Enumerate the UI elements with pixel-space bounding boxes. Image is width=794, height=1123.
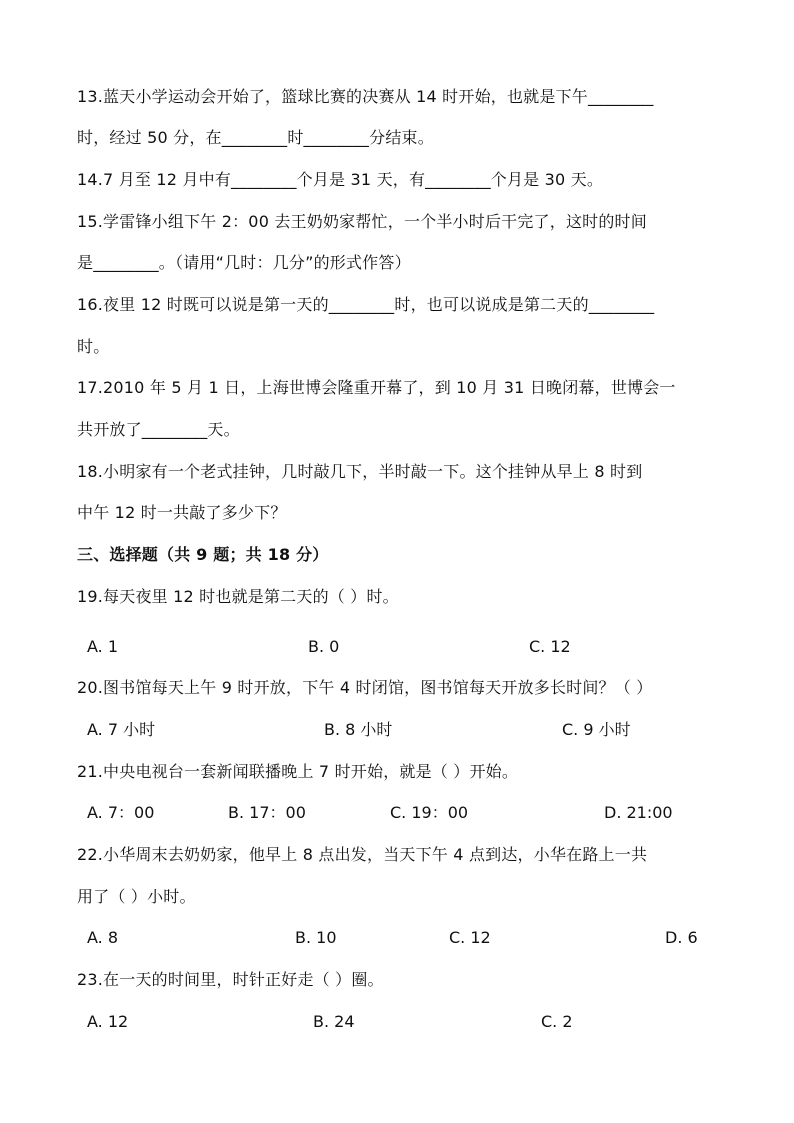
question-19-option-b: B. 0 bbox=[308, 637, 340, 656]
question-15-line-2: 是________。（请用“几时：几分”的形式作答） bbox=[77, 253, 411, 272]
question-20-text: 20.图书馆每天上午 9 时开放，下午 4 时闭馆，图书馆每天开放多长时间？（ ） bbox=[77, 678, 653, 697]
question-23-option-b: B. 24 bbox=[313, 1012, 355, 1031]
question-18-line-2: 中午 12 时一共敲了多少下？ bbox=[77, 503, 287, 522]
question-16-line-2: 时。 bbox=[77, 337, 110, 356]
question-13-line-2: 时，经过 50 分，在________时________分结束。 bbox=[77, 128, 434, 147]
question-20-option-a: A. 7 小时 bbox=[87, 720, 156, 739]
question-17-line-1: 17.2010 年 5 月 1 日，上海世博会隆重开幕了，到 10 月 31 日晚闭幕，世博会一 bbox=[77, 378, 676, 397]
question-19-text: 19.每天夜里 12 时也就是第二天的（ ）时。 bbox=[77, 587, 399, 606]
question-21-option-a: A. 7：00 bbox=[87, 803, 155, 822]
question-18-line-1: 18.小明家有一个老式挂钟，几时敲几下，半时敲一下。这个挂钟从早上 8 时到 bbox=[77, 462, 643, 481]
question-19-option-a: A. 1 bbox=[87, 637, 119, 656]
question-22-option-b: B. 10 bbox=[295, 928, 337, 947]
question-22-option-a: A. 8 bbox=[87, 928, 119, 947]
question-17-line-2: 共开放了________天。 bbox=[77, 420, 240, 439]
question-22-option-d: D. 6 bbox=[665, 928, 698, 947]
question-23-option-c: C. 2 bbox=[541, 1012, 573, 1031]
question-16-line-1: 16.夜里 12 时既可以说是第一天的________时，也可以说成是第二天的________ bbox=[77, 295, 655, 314]
question-20-option-b: B. 8 小时 bbox=[324, 720, 393, 739]
question-21-option-b: B. 17：00 bbox=[228, 803, 306, 822]
question-22-line-1: 22.小华周末去奶奶家，他早上 8 点出发，当天下午 4 点到达，小华在路上一共 bbox=[77, 845, 648, 864]
question-21-option-d: D. 21:00 bbox=[604, 803, 673, 822]
question-22-line-2: 用了（ ）小时。 bbox=[77, 887, 196, 906]
question-21-text: 21.中央电视台一套新闻联播晚上 7 时开始，就是（ ）开始。 bbox=[77, 762, 519, 781]
question-19-option-c: C. 12 bbox=[529, 637, 571, 656]
question-15-line-1: 15.学雷锋小组下午 2：00 去王奶奶家帮忙，一个半小时后干完了，这时的时间 bbox=[77, 212, 647, 231]
question-21-option-c: C. 19：00 bbox=[390, 803, 469, 822]
section-title: 三、选择题（共 9 题；共 18 分） bbox=[77, 545, 329, 564]
question-23-text: 23.在一天的时间里，时针正好走（ ）圈。 bbox=[77, 970, 384, 989]
question-20-option-c: C. 9 小时 bbox=[562, 720, 631, 739]
question-23-option-a: A. 12 bbox=[87, 1012, 129, 1031]
question-13-line-1: 13.蓝天小学运动会开始了，篮球比赛的决赛从 14 时开始，也就是下午________ bbox=[77, 87, 654, 106]
question-22-option-c: C. 12 bbox=[449, 928, 491, 947]
question-14-line-1: 14.7 月至 12 月中有________个月是 31 天，有________个月是 30 天。 bbox=[77, 170, 604, 189]
